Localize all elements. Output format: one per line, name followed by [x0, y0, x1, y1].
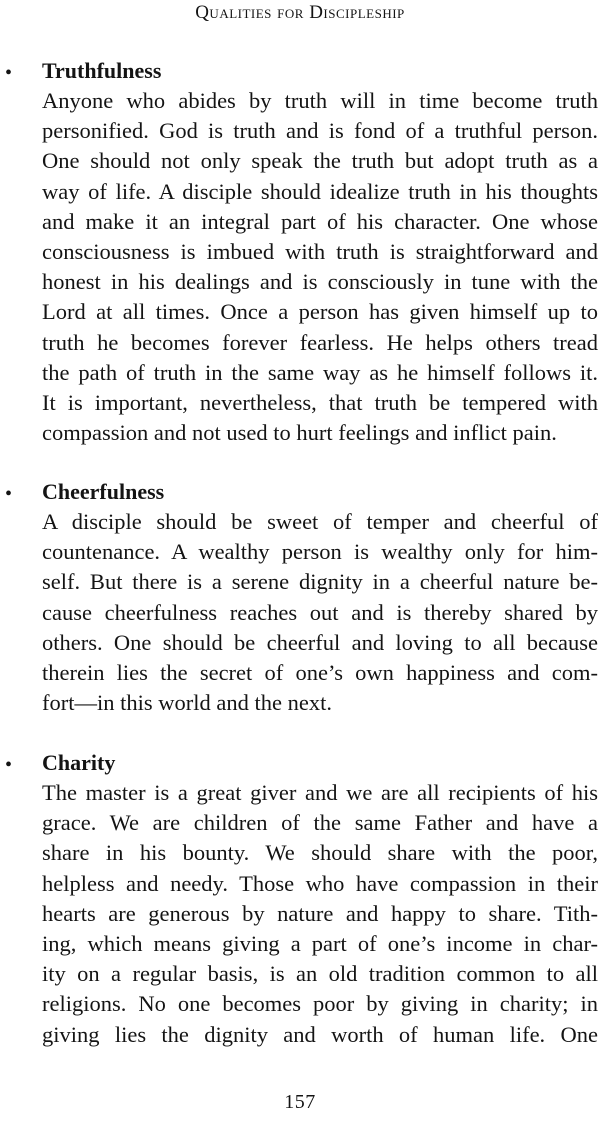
text-line: religions. No one becomes poor by giving in charity; in: [42, 991, 598, 1017]
text-line: consciousness is imbued with truth is straightforward and: [42, 238, 598, 264]
text-line: truth he becomes forever fearless. He helps others tread: [42, 329, 598, 355]
section-body: [42, 778, 598, 1050]
text-line: the path of truth in the same way as he himself follows it.: [42, 359, 598, 385]
text-line: and make it an integral part of his character. One whose: [42, 208, 598, 234]
section-body: [42, 86, 598, 448]
text-line: The master is a great giver and we are all recipients of his: [42, 780, 598, 805]
text-line: Anyone who abides by truth will in time become truth: [42, 88, 598, 113]
bullet: •: [5, 483, 13, 505]
text-line: honest in his dealings and is consciously in tune with the: [42, 269, 598, 295]
section-heading: Charity: [42, 750, 116, 775]
text-line: A disciple should be sweet of temper and cheerful of: [42, 509, 598, 534]
bullet: •: [5, 62, 13, 84]
section-charity: [5, 748, 598, 1050]
text-line: cause cheerfulness reaches out and is thereby shared by: [42, 599, 598, 625]
text-line: personified. God is truth and is fond of a truthful person.: [42, 118, 598, 144]
text-line: helpless and needy. Those who have compassion in their: [42, 870, 598, 896]
text-line: hearts are generous by nature and happy to share. Tith-: [42, 900, 598, 926]
text-line: It is important, nevertheless, that truth be tempered with: [42, 389, 598, 415]
text-line: therein lies the secret of one’s own happiness and com-: [42, 659, 598, 685]
text-line: One should not only speak the truth but adopt truth as a: [42, 148, 598, 174]
text-line: share in his bounty. We should share with the poor,: [42, 840, 598, 866]
text-line: way of life. A disciple should idealize truth in his thoughts: [42, 178, 598, 204]
section-cheerfulness: [5, 477, 598, 718]
text-line: countenance. A wealthy person is wealthy only for him-: [42, 539, 598, 565]
text-line: fort—in this world and the next.: [42, 690, 332, 716]
text-line: Lord at all times. Once a person has given himself up to: [42, 299, 598, 325]
text-line: compassion and not used to hurt feelings and inflict pain.: [42, 420, 557, 446]
text-line: grace. We are children of the same Father and have a: [42, 810, 598, 836]
section-heading: Truthfulness: [42, 58, 162, 83]
text-line: self. But there is a serene dignity in a cheerful nature be-: [42, 569, 598, 595]
text-line: giving lies the dignity and worth of human life. One: [42, 1021, 598, 1047]
text-line: ity on a regular basis, is an old tradition common to all: [42, 961, 598, 987]
section-heading: Cheerfulness: [42, 479, 165, 504]
page-number: 157: [284, 1091, 316, 1113]
text-line: others. One should be cheerful and loving to all because: [42, 629, 598, 655]
running-head: Qualities for Discipleship: [195, 2, 405, 23]
text-line: ing, which means giving a part of one’s income in char-: [42, 930, 598, 956]
section-truthfulness: [5, 56, 598, 448]
section-body: [42, 507, 598, 718]
bullet: •: [5, 754, 13, 776]
